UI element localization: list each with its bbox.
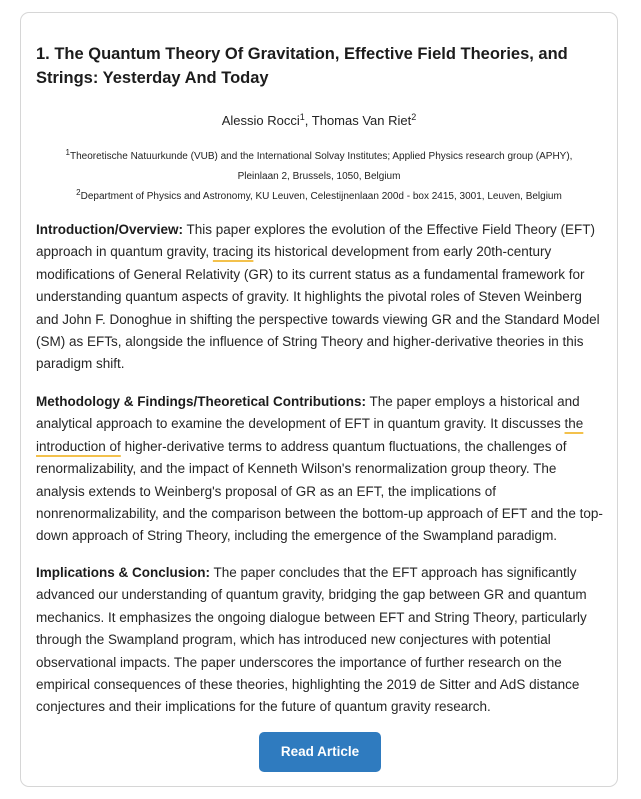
affiliation-line xyxy=(21,187,617,207)
section-text: The paper employs a historical and analytical approach to examine the development of EFT in quantum gravity. It discusses xyxy=(36,394,580,432)
section-label: Introduction/Overview: xyxy=(36,222,184,237)
section-label: Methodology & Findings/Theoretical Contributions: xyxy=(36,394,366,409)
paper-card xyxy=(20,12,618,787)
affiliation-marker: 2 xyxy=(76,188,81,197)
section-text: The paper concludes that the EFT approach has significantly advanced our understanding of quantum gravity, bridging the gap between GR and quantum mechanics. It emphasizes the ongoing dialogue between EFT and String Theory, particularly through the Swampland program, which has introduced new conjectures with potential observational impacts. The paper underscores the importance of further research on the empirical consequences of these theories, highlighting the 2019 de Sitter and AdS distance conjectures and their implications for the future of quantum gravity research. xyxy=(36,565,587,715)
section-introduction xyxy=(36,219,607,376)
author-name: Thomas Van Riet xyxy=(311,113,412,128)
paper-title: 1. The Quantum Theory Of Gravitation, Effective Field Theories, and Strings: Yesterday And Today xyxy=(36,45,568,87)
affiliation-marker: 1 xyxy=(65,148,70,157)
affiliation-line xyxy=(21,167,617,187)
section-text: This paper explores the evolution of the Effective Field Theory (EFT) approach in quantum gravity, xyxy=(36,222,595,260)
section-text: higher-derivative terms to address quantum fluctuations, the challenges of renormalizability, and the impact of Kenneth Wilson's renormalization group theory. The analysis extends to Weinberg's proposal of GR as an EFT, the implications of nonrenormalizability, and the comparison between the bottom-up approach of EFT and the top-down approach of String Theory, including the emergence of the Swampland paradigm. xyxy=(36,438,603,544)
section-conclusion xyxy=(36,562,607,719)
affiliation-list xyxy=(21,147,617,207)
highlighted-phrase[interactable]: tracing xyxy=(212,244,254,260)
author-name: Alessio Rocci xyxy=(221,113,300,128)
author-separator: , xyxy=(304,113,312,128)
section-text: its historical development from early 20th-century modifications of General Relativity (GR) to its current status as a fundamental framework for understanding quantum aspects of gravity. It highlights the pivotal roles of Steven Weinberg and John F. Donoghue in shifting the perspective towards viewing GR and the Standard Model (SM) as EFTs, alongside the influence of String Theory and higher-derivative theories in this paradigm shift. xyxy=(36,244,600,372)
author-affil-marker: 1 xyxy=(299,112,305,122)
section-methodology xyxy=(36,391,607,548)
author-list xyxy=(21,112,617,130)
affiliation-text: Department of Physics and Astronomy, KU Leuven, Celestijnenlaan 200d - box 2415, 3001, Leuven, Belgium xyxy=(80,191,562,202)
affiliation-text: Pleinlaan 2, Brussels, 1050, Belgium xyxy=(237,171,401,182)
section-label: Implications & Conclusion: xyxy=(36,565,211,580)
author-affil-marker: 2 xyxy=(411,112,417,122)
affiliation-text: Theoretische Natuurkunde (VUB) and the International Solvay Institutes; Applied Physics research group (APHY), xyxy=(69,151,573,162)
read-article-button[interactable]: Read Article xyxy=(259,732,381,772)
affiliation-line xyxy=(21,147,617,167)
highlighted-phrase[interactable]: the introduction of xyxy=(36,416,584,454)
